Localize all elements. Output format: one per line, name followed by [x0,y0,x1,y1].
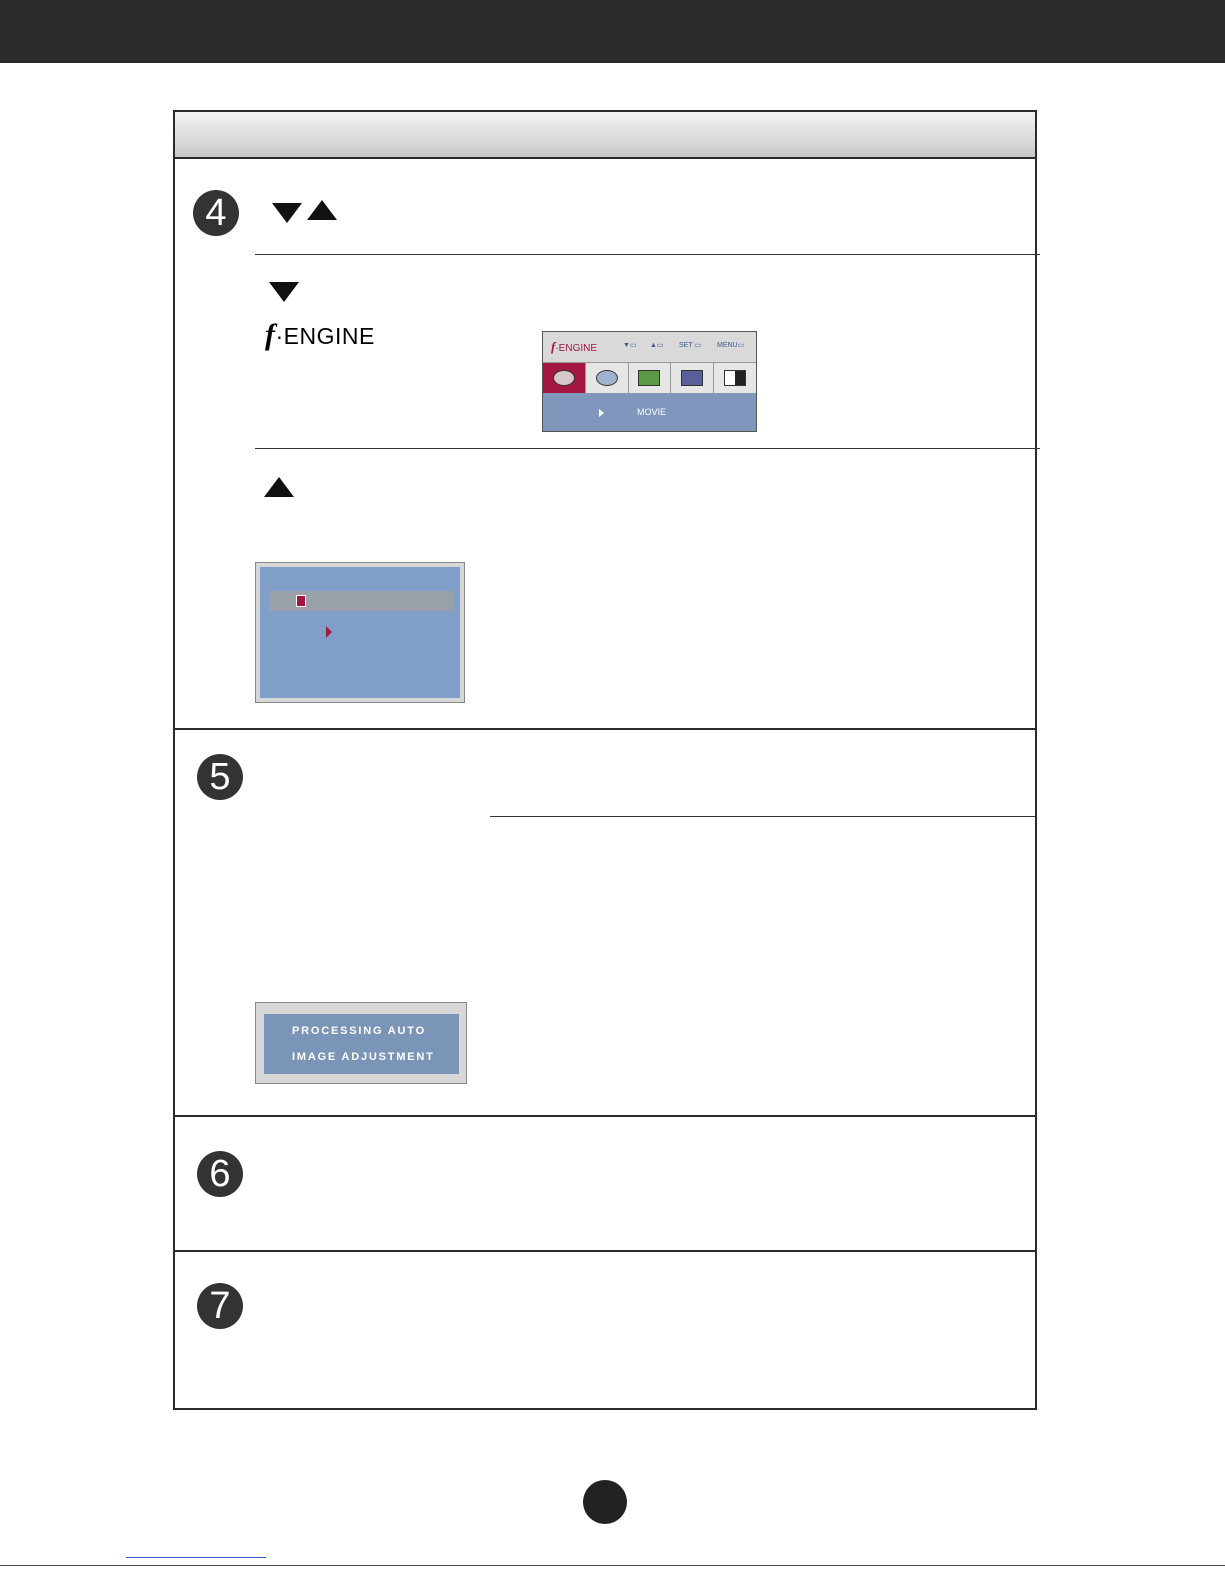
tab-internet[interactable] [586,363,629,393]
osd-message-line-2: IMAGE ADJUSTMENT [292,1051,435,1063]
fengine-logo: f·ENGINE [265,318,375,351]
osd-message-box [264,1014,459,1074]
selector-arrow-icon [599,409,604,417]
tab-demo[interactable] [714,363,756,393]
user-icon [638,370,660,386]
osd-set-label: SET ▭ [679,342,702,349]
footer-rule [0,1565,1225,1566]
tab-user[interactable] [629,363,672,393]
internet-icon [596,370,618,386]
osd-title: f·ENGINE [551,339,598,354]
step-number-7: 7 [197,1283,243,1329]
divider [255,254,1040,255]
section-divider [173,1115,1037,1117]
osd-down-key-icon: ▼▭ [623,342,637,349]
tab-movie[interactable] [543,363,586,393]
step-number-6: 6 [197,1151,243,1197]
step-number-5: 5 [197,754,243,800]
mode-icon [296,595,306,607]
up-arrow-icon [307,200,337,220]
osd-menu-label: MENU▭ [717,342,745,349]
footer-link[interactable] [126,1557,266,1558]
osd-body [260,567,460,698]
section-divider [173,1250,1037,1252]
down-arrow-icon [272,203,302,223]
down-arrow-icon [269,282,299,302]
osd-mode-label: MOVIE [637,407,667,417]
fengine-osd-menu [542,331,757,432]
normal-icon [681,370,703,386]
tab-normal[interactable] [671,363,714,393]
page-number-badge [583,1480,627,1524]
up-arrow-icon [264,477,294,497]
osd-highlight-bar [269,591,454,611]
divider [490,816,1037,817]
step-number-4: 4 [193,190,239,236]
osd-message-line-1: PROCESSING AUTO [292,1025,426,1037]
osd-mode-tabs [543,363,756,393]
auto-adjust-osd [255,1002,467,1084]
divider [255,448,1040,449]
demo-icon [724,370,746,386]
top-banner [0,0,1225,63]
instruction-panel [173,110,1037,1410]
osd-mode-row [543,393,756,431]
osd-up-key-icon: ▲▭ [650,342,664,349]
movie-icon [553,370,575,386]
osd-mode-menu [255,562,465,703]
selector-arrow-icon [326,626,332,638]
osd-header [543,332,756,363]
panel-header [175,112,1035,159]
section-divider [173,728,1037,730]
